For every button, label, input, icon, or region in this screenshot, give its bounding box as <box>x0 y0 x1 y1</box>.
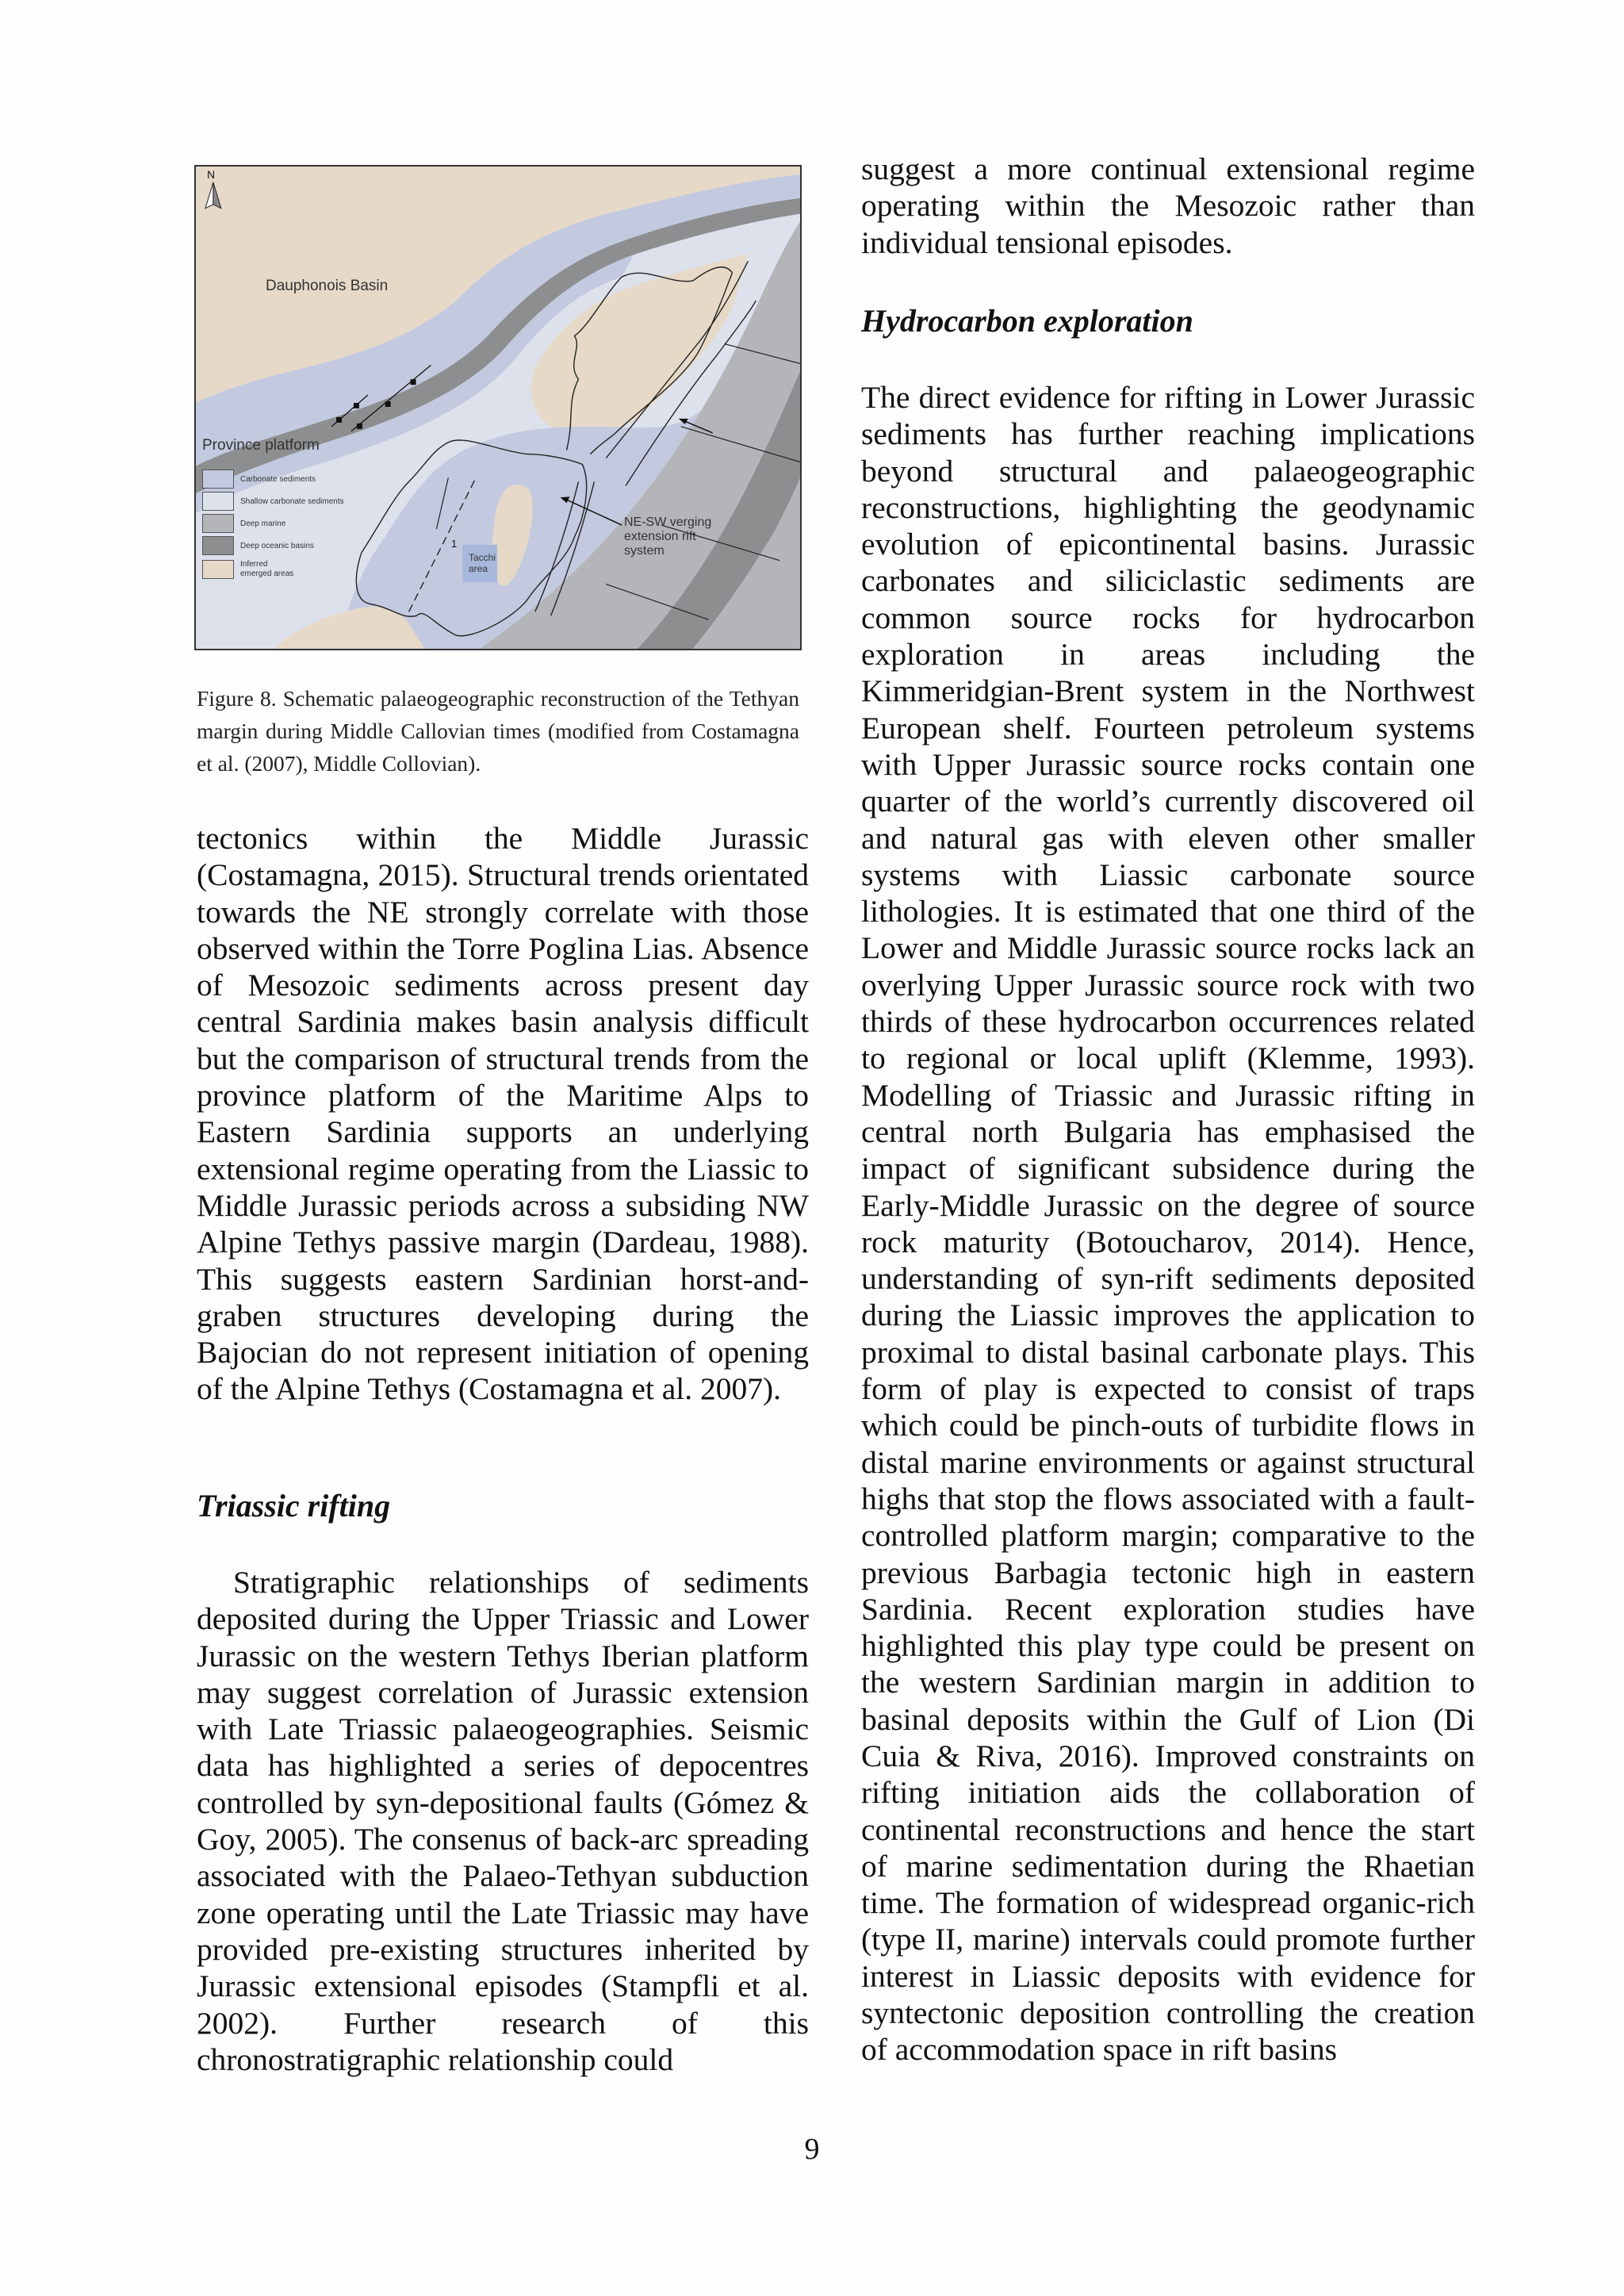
legend-swatch-deep-marine <box>202 514 234 533</box>
dauphonois-basin-label: Dauphonois Basin <box>266 278 389 294</box>
section-heading-hydrocarbon-exploration: Hydrocarbon exploration <box>861 303 1193 339</box>
legend-item: Carbonate sediments <box>202 468 344 490</box>
legend-swatch-carbonate <box>202 470 234 489</box>
tacchi-area-label: Tacchi area <box>469 552 496 574</box>
legend-swatch-deep-oceanic <box>202 536 234 555</box>
page-number: 9 <box>804 2133 820 2166</box>
left-paragraph-1: tectonics within the Middle Jurassic (Costamagna, 2015). Structural trends orientated towards the NE strongly correlate with those observed within the Torre Poglina Lias. Absence of Mesozoic sediments across present day central Sardinia makes basin analysis difficult but the comparison of structural trends from the province platform of the Maritime Alps to Eastern Sardinia supports an underlying extensional regime operating from the Liassic to Middle Jurassic periods across a subsiding NW Alpine Tethys passive margin (Dardeau, 1988). This suggests eastern Sardinian horst-and-graben structures developing during the Bajocian do not represent initiation of opening of the Alpine Tethys (Costamagna et al. 2007). <box>197 821 809 1407</box>
section-heading-triassic-rifting: Triassic rifting <box>197 1488 391 1524</box>
left-paragraph-2: Stratigraphic relationships of sediments deposited during the Upper Triassic and Lower Jurassic on the western Tethys Iberian platform may suggest correlation of Jurassic extension with Late Triassic palaeogeographies. Seismic data has highlighted a series of depocentres controlled by syn-depositional faults (Gómez & Goy, 2005). The consenus of back-arc spreading associated with the Palaeo-Tethyan subduction zone operating until the Late Triassic may have provided pre-existing structures inherited by Jurassic extensional episodes (Stampfli et al. 2002). Further research of this chronostratigraphic relationship could <box>197 1565 809 2077</box>
fault-number-label: 1 <box>451 538 458 550</box>
figure-8-map <box>194 165 802 650</box>
legend-item: Shallow carbonate sediments <box>202 490 344 512</box>
legend-item: Deep oceanic basins <box>202 535 344 557</box>
legend-item: Inferred emerged areas <box>202 557 344 582</box>
right-paragraph-2: The direct evidence for rifting in Lower Jurassic sediments has further reaching implications beyond structural and palaeogeographic reconstructions, highlighting the geodynamic evolution of epicontinental basins. Jurassic carbonates and siliciclastic sediments are common source rocks for hydrocarbon exploration in areas including the Kimmeridgian-Brent system in the Northwest European shelf. Fourteen petroleum systems with Upper Jurassic source rocks contain one quarter of the world’s currently discovered oil and natural gas with eleven other smaller systems with Liassic carbonate source lithologies. It is estimated that one third of the Lower and Middle Jurassic source rocks lack an overlying Upper Jurassic source rock with two thirds of these hydrocarbon occurrences related to regional or local uplift (Klemme, 1993). Modelling of Triassic and Jurassic rifting in central north Bulgaria has emphasised the impact of significant subsidence during the Early-Middle Jurassic on the degree of source rock maturity (Botoucharov, 2014). Hence, understanding of syn-rift sediments deposited during the Liassic improves the application to proximal to distal basinal carbonate plays. This form of play is expected to consist of traps which could be pinch-outs of turbidite flows in distal marine environments or against structural highs that stop the flows associated with a fault-controlled platform margin; comparative to the previous Barbagia tectonic high in eastern Sardinia. Recent exploration studies have highlighted this play type could be present on the western Sardinian margin in addition to basinal deposits within the Gulf of Lion (Di Cuia & Riva, 2016). Improved constraints on rifting initiation aids the collaboration of continental reconstructions and hence the start of marine sedimentation during the Rhaetian time. The formation of widespread organic-rich (type II, marine) intervals could promote further interest in Liassic deposits with evidence for syntectonic deposition controlling the creation of accommodation space in rift basins <box>861 380 1475 2068</box>
legend-swatch-emerged <box>202 560 234 579</box>
figure-caption: Figure 8. Schematic palaeogeographic reconstruction of the Tethyan margin during Middle Callovian times (modified from Costamagna et al. (2007), Middle Collovian). <box>197 686 799 776</box>
map-legend <box>202 468 344 582</box>
north-label: N <box>207 168 216 181</box>
legend-swatch-shallow <box>202 492 234 511</box>
right-paragraph-1: suggest a more continual extensional regime operating within the Mesozoic rather than individual tensional episodes. <box>861 151 1475 260</box>
province-platform-label: Province platform <box>202 437 320 454</box>
rift-system-label: NE-SW verging extension rift system <box>624 516 712 558</box>
legend-item: Deep marine <box>202 512 344 535</box>
